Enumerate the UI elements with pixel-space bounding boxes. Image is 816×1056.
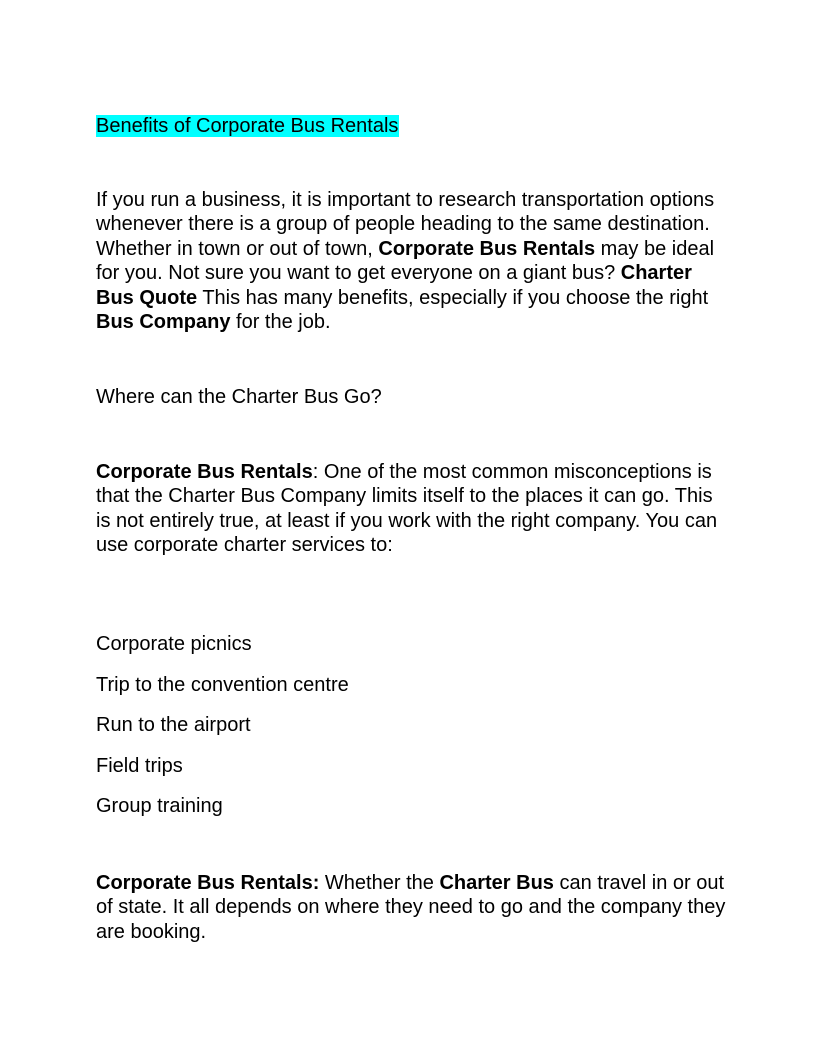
section3-bold-label: Corporate Bus Rentals:: [96, 872, 320, 894]
list-item: Trip to the convention centre: [96, 673, 349, 696]
intro-text-2: may be ideal for you. Not sure you want to get everyone on a giant bus?: [96, 237, 715, 285]
section2-bold-label: Corporate Bus Rentals: [96, 461, 313, 483]
intro-bold-bus-company: Bus Company: [96, 311, 231, 334]
section3-text-2: can travel in or out of state. It all depends on where they need to go and the company they are booking.: [96, 872, 726, 943]
document-title: [96, 114, 399, 138]
section2-paragraph: [96, 460, 726, 558]
document-page: [96, 0, 726, 1056]
intro-bold-corporate-bus-rentals: Corporate Bus Rentals: [378, 237, 596, 260]
section3-paragraph: [96, 871, 726, 944]
intro-text-1: If you run a business, it is important to research transportation options whenever there is a group of people heading to the same destination. Whether in town or out of town,: [96, 189, 715, 260]
intro-text-4: for the job.: [230, 311, 331, 334]
intro-text-3: This has many benefits, especially if you choose the right: [197, 286, 709, 309]
section3-text-1: Whether the: [319, 872, 440, 894]
list-item: Group training: [96, 795, 223, 817]
section2-text: : One of the most common misconceptions is that the Charter Bus Company limits itself to the places it can go. This is not entirely true, at least if you work with the right company. You can use corporate charter services to:: [96, 461, 718, 557]
section-heading: Where can the Charter Bus Go?: [96, 386, 382, 408]
title-highlight: Benefits of Corporate Bus Rentals: [96, 115, 399, 137]
intro-bold-charter-bus-quote: Charter Bus Quote: [96, 262, 692, 309]
section3-bold-charter-bus: Charter Bus: [439, 872, 554, 894]
list-item: Run to the airport: [96, 714, 251, 736]
intro-paragraph: [96, 188, 726, 334]
uses-list: [96, 632, 349, 835]
list-item: Corporate picnics: [96, 633, 252, 655]
list-item: Field trips: [96, 754, 183, 777]
